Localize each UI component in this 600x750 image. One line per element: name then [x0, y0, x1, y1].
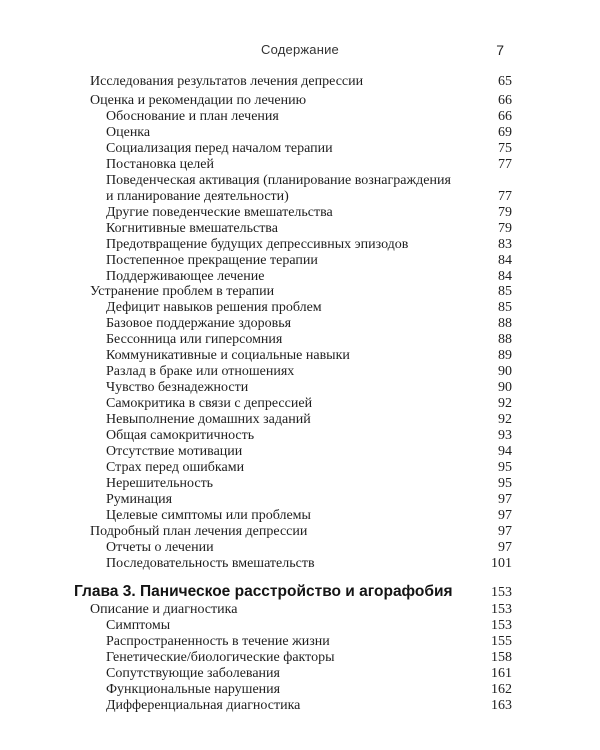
toc-entry-title: Отчеты о лечении [106, 540, 214, 555]
running-header [0, 42, 600, 62]
toc-entry-self-criticism-depression [0, 396, 600, 412]
toc-entry-page: 92 [498, 396, 512, 411]
toc-entry-page: 69 [498, 125, 512, 140]
toc-entry-title: Постепенное прекращение терапии [106, 253, 318, 268]
toc-entry-page: 83 [498, 237, 512, 252]
toc-entry-page: 153 [491, 618, 512, 633]
toc-entry-title: Симптомы [106, 618, 171, 633]
toc-entry-page: 84 [498, 269, 512, 284]
toc-entry-page: 66 [498, 93, 512, 108]
toc-entry-general-self-criticism [0, 428, 600, 444]
toc-entry-page: 97 [498, 508, 512, 523]
toc-entry-page: 65 [498, 74, 512, 89]
toc-entry-page: 77 [498, 189, 512, 204]
toc-entry-intervention-sequence [0, 556, 600, 572]
toc-entry-problem-solving-deficit [0, 300, 600, 316]
toc-entry-page: 153 [491, 602, 512, 617]
toc-entry-differential-diagnosis [0, 698, 600, 714]
toc-entry-goal-setting [0, 157, 600, 173]
toc-entry-title: Базовое поддержание здоровья [106, 316, 292, 331]
toc-entry-comorbidity [0, 666, 600, 682]
toc-entry-page: 89 [498, 348, 512, 363]
toc-entry-rationale-and-plan [0, 109, 600, 125]
toc-entry-title-line2: и планирование деятельности) [106, 189, 289, 204]
toc-entry-indecisiveness [0, 476, 600, 492]
toc-entry-title: Оценка и рекомендации по лечению [90, 93, 307, 108]
toc-entry-page: 162 [491, 682, 512, 697]
toc-chapter-3 [0, 583, 600, 603]
toc-entry-maintenance-treatment [0, 269, 600, 285]
toc-entry-title: Другие поведенческие вмешательства [106, 205, 333, 220]
toc-entry-page: 95 [498, 476, 512, 491]
toc-entry-page: 95 [498, 460, 512, 475]
toc-entry-title: Нерешительность [106, 476, 214, 491]
toc-entry-social-skills [0, 348, 600, 364]
toc-entry-treatment-reports [0, 540, 600, 556]
toc-entry-page: 93 [498, 428, 512, 443]
toc-entry-detailed-treatment-plan [0, 524, 600, 540]
toc-entry-page: 75 [498, 141, 512, 156]
toc-entry-title: Социализация перед началом терапии [106, 141, 333, 156]
toc-entry-page: 79 [498, 221, 512, 236]
running-header-title: Содержание [261, 42, 339, 57]
toc-entry-page: 163 [491, 698, 512, 713]
toc-entry-behavioral-activation-line2 [0, 189, 600, 205]
toc-entry-title: Дефицит навыков решения проблем [106, 300, 322, 315]
toc-entry-symptoms [0, 618, 600, 634]
toc-entry-page: 84 [498, 253, 512, 268]
toc-entry-hopelessness [0, 380, 600, 396]
toc-entry-title: Сопутствующие заболевания [106, 666, 280, 681]
toc-entry-title: Функциональные нарушения [106, 682, 281, 697]
toc-entry-page: 85 [498, 284, 512, 299]
toc-entry-page: 88 [498, 316, 512, 331]
toc-entry-title: Распространенность в течение жизни [106, 634, 330, 649]
toc-entry-title: Коммуникативные и социальные навыки [106, 348, 350, 363]
toc-entry-title: Исследования результатов лечения депрессии [90, 74, 364, 89]
toc-entry-title: Подробный план лечения депрессии [90, 524, 308, 539]
toc-entry-assessment-and-recommendations [0, 93, 600, 109]
toc-entry-target-symptoms [0, 508, 600, 524]
toc-entry-title: Невыполнение домашних заданий [106, 412, 311, 427]
toc-entry-title-line1: Поведенческая активация (планирование вознаграждения [106, 173, 451, 188]
toc-entry-title: Постановка целей [106, 157, 214, 172]
toc-entry-title: Разлад в браке или отношениях [106, 364, 295, 379]
toc-entry-page: 66 [498, 109, 512, 124]
toc-entry-rumination [0, 492, 600, 508]
toc-entry-cognitive-interventions [0, 221, 600, 237]
toc-entry-page: 79 [498, 205, 512, 220]
toc-entry-title: Обоснование и план лечения [106, 109, 279, 124]
toc-entry-title: Отсутствие мотивации [106, 444, 243, 459]
toc-entry-title: Оценка [106, 125, 151, 140]
toc-entry-insomnia [0, 332, 600, 348]
toc-entry-page: 94 [498, 444, 512, 459]
toc-entry-title: Описание и диагностика [90, 602, 238, 617]
toc-entry-other-behavioral-interventions [0, 205, 600, 221]
toc-entry-page: 158 [491, 650, 512, 665]
toc-entry-title: Руминация [106, 492, 173, 507]
toc-entry-page: 90 [498, 380, 512, 395]
toc-entry-page: 97 [498, 524, 512, 539]
toc-entry-homework-noncompliance [0, 412, 600, 428]
chapter-page: 153 [491, 585, 512, 600]
toc-entry-title: Когнитивные вмешательства [106, 221, 278, 236]
toc-entry-termination [0, 253, 600, 269]
page-number: 7 [496, 42, 504, 58]
toc-entry-page: 85 [498, 300, 512, 315]
toc-entry-title: Генетические/биологические факторы [106, 650, 335, 665]
toc-entry-lack-of-motivation [0, 444, 600, 460]
toc-entry-marital-discord [0, 364, 600, 380]
toc-entry-fear-of-mistakes [0, 460, 600, 476]
toc-entry-title: Предотвращение будущих депрессивных эпизодов [106, 237, 409, 252]
toc-entry-title: Самокритика в связи с депрессией [106, 396, 313, 411]
toc-entry-relapse-prevention [0, 237, 600, 253]
toc-entry-title: Устранение проблем в терапии [90, 284, 275, 299]
toc-entry-page: 97 [498, 492, 512, 507]
toc-entry-assessment [0, 125, 600, 141]
toc-entry-title: Чувство безнадежности [106, 380, 249, 395]
toc-entry-troubleshooting [0, 284, 600, 300]
toc-entry-page: 92 [498, 412, 512, 427]
toc-entry-functional-impairment [0, 682, 600, 698]
toc-entry-lifetime-prevalence [0, 634, 600, 650]
toc-entry-title: Последовательность вмешательств [106, 556, 315, 571]
toc-entry-page: 88 [498, 332, 512, 347]
toc-entry-description-and-diagnosis [0, 602, 600, 618]
toc-entry-basic-health [0, 316, 600, 332]
toc-entry-title: Целевые симптомы или проблемы [106, 508, 311, 523]
toc-entry-title: Страх перед ошибками [106, 460, 245, 475]
toc-entry-treatment-outcome-research [0, 74, 600, 90]
toc-entry-title: Бессонница или гиперсомния [106, 332, 283, 347]
toc-entry-page: 77 [498, 157, 512, 172]
toc-entry-genetic-factors [0, 650, 600, 666]
toc-entry-page: 101 [491, 556, 512, 571]
toc-entry-page: 97 [498, 540, 512, 555]
toc-entry-title: Общая самокритичность [106, 428, 255, 443]
toc-entry-page: 155 [491, 634, 512, 649]
toc-entry-socialization [0, 141, 600, 157]
toc-entry-page: 161 [491, 666, 512, 681]
chapter-title: Глава 3. Паническое расстройство и агорафобия [74, 583, 453, 600]
toc-entry-title: Поддерживающее лечение [106, 269, 265, 284]
toc-entry-title: Дифференциальная диагностика [106, 698, 301, 713]
toc-entry-page: 90 [498, 364, 512, 379]
